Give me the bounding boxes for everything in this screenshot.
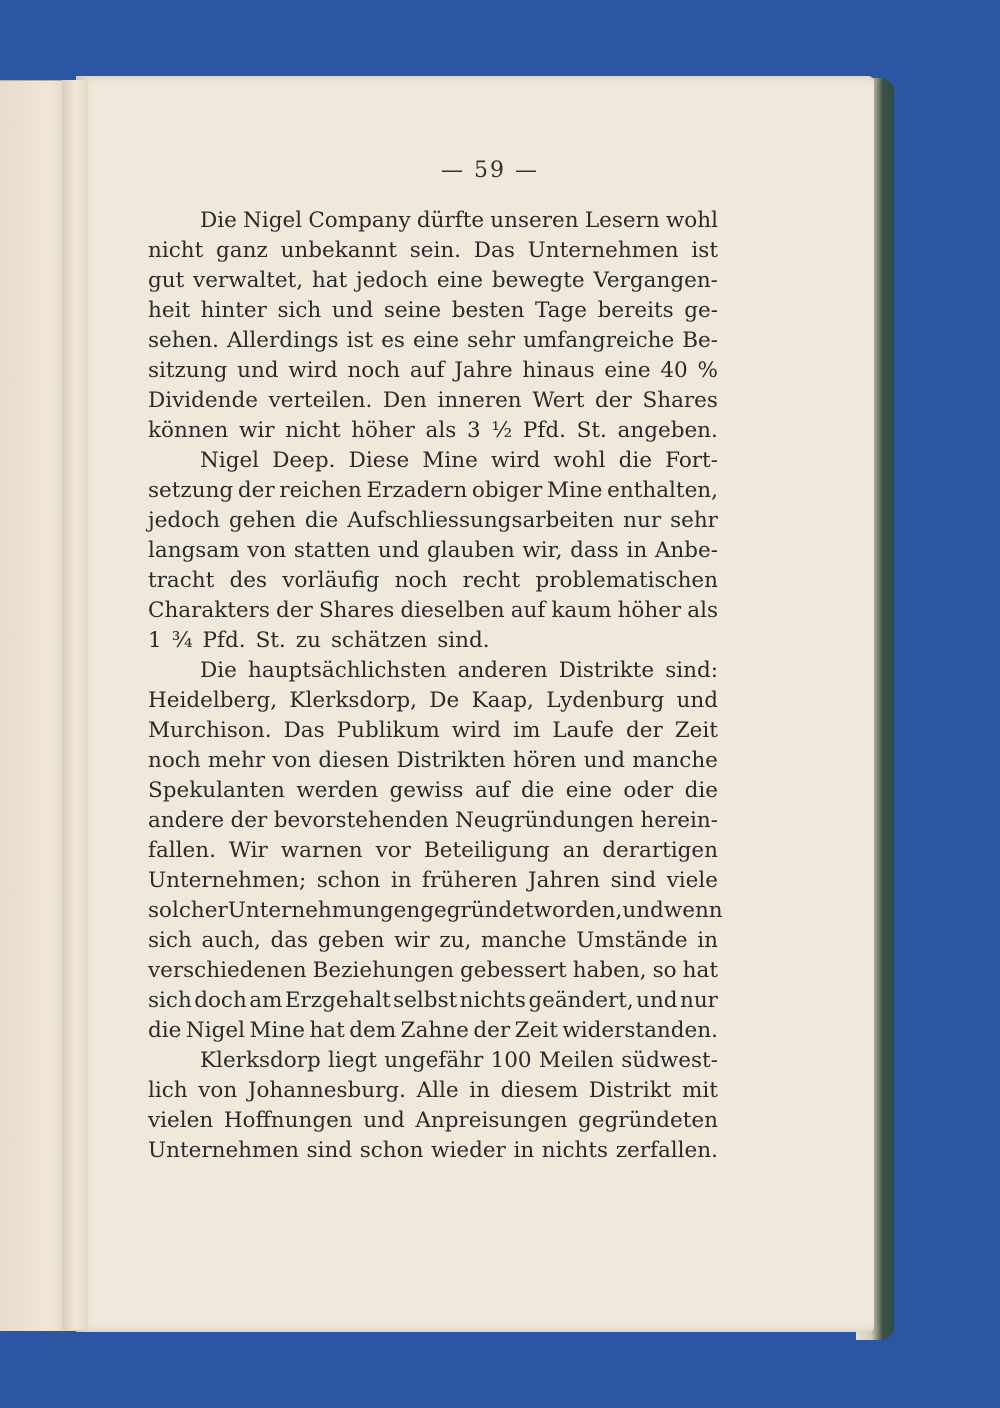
word: derartigen [602, 838, 718, 863]
word: die [618, 448, 652, 473]
word: ist [691, 238, 718, 263]
word: Beteiligung [423, 838, 550, 863]
word: Die [200, 658, 237, 683]
word: dürfte [416, 208, 485, 233]
word: der [473, 1018, 511, 1043]
word: 100 [490, 1048, 532, 1073]
word: bewegte [491, 268, 585, 293]
word: statten [293, 538, 371, 563]
word: Klerksdorp, [289, 688, 417, 713]
word: die [520, 778, 555, 803]
word: von [272, 748, 312, 773]
word: reichen [279, 478, 362, 503]
word: glauben [427, 538, 515, 563]
word: Shares [642, 388, 718, 413]
word: hinter [200, 298, 267, 323]
word: eine [604, 358, 651, 383]
word: Distrikt [588, 1078, 672, 1103]
word: sehen. [148, 328, 220, 353]
word: widerstanden. [562, 1018, 718, 1043]
text-line [148, 476, 718, 506]
word: in [697, 928, 718, 953]
word: und [331, 298, 374, 323]
word: manche [632, 748, 718, 773]
text-line [148, 326, 718, 356]
page-number: — 59 — [441, 158, 539, 183]
word: hören [512, 748, 577, 773]
word: dass [570, 538, 619, 563]
word: von [247, 538, 287, 563]
text-line [148, 776, 718, 806]
word: geben [317, 928, 385, 953]
text-line [148, 956, 718, 986]
word: die [684, 778, 718, 803]
word: noch [148, 748, 201, 773]
word: gegründet [420, 898, 534, 923]
word: höher [351, 418, 415, 443]
word: Zahne [400, 1018, 469, 1043]
word: die [304, 508, 339, 533]
word: ganz [216, 238, 268, 263]
word: Das [283, 718, 325, 743]
word: Lydenburg [546, 688, 665, 713]
word: eine [436, 268, 484, 293]
word: vorläufig [282, 568, 380, 593]
word: die [148, 1018, 182, 1043]
word: wird [288, 358, 338, 383]
word: auch, [201, 928, 261, 953]
word: Laufe [552, 718, 614, 743]
text-line [148, 416, 718, 446]
word: auf [474, 778, 510, 803]
word: nur [623, 508, 662, 533]
word: sitzung [148, 358, 228, 383]
word: hinaus [522, 358, 595, 383]
word: St. [255, 628, 286, 653]
word: worden, [533, 898, 623, 923]
word: wohl [553, 448, 606, 473]
text-line [148, 506, 718, 536]
word: wir [394, 928, 430, 953]
word: werden [296, 778, 379, 803]
word: bevorstehenden [273, 808, 449, 833]
word: ge- [684, 298, 718, 323]
text-line [148, 1046, 718, 1076]
word: Lesern [584, 208, 660, 233]
text-line [148, 1136, 718, 1166]
word: Charakters [148, 598, 270, 623]
word: St. [576, 418, 607, 443]
word: setzung [148, 478, 234, 503]
word: der [230, 808, 268, 833]
word: Wert [532, 388, 585, 413]
word: Distrikte [558, 658, 655, 683]
word: Company [308, 208, 411, 233]
word: Wir [228, 838, 268, 863]
word: so [652, 958, 677, 983]
text-line [148, 926, 718, 956]
text-line [148, 236, 718, 266]
word: enthalten, [607, 478, 718, 503]
word: Jahren [528, 868, 601, 893]
word: Alle [416, 1078, 459, 1103]
word: gewiss [389, 778, 464, 803]
word: Be- [682, 328, 718, 353]
word: der [237, 478, 275, 503]
text-line [148, 266, 718, 296]
word: in [390, 868, 412, 893]
word: und [676, 688, 718, 713]
word: sein. [409, 238, 462, 263]
word: Vergangen- [593, 268, 718, 293]
word: mit [682, 1078, 718, 1103]
word: der [625, 718, 663, 743]
word: manche [480, 928, 567, 953]
word: gegründeten [578, 1108, 718, 1133]
word: hat [311, 268, 348, 293]
word: Deep. [272, 448, 336, 473]
word: solcher [148, 898, 228, 923]
word: Mine [249, 1018, 305, 1043]
word: Jahre [454, 358, 513, 383]
word: Mine [546, 478, 603, 503]
word: des [229, 568, 268, 593]
word: sich [148, 988, 192, 1013]
word: tracht [148, 568, 215, 593]
word: gebessert [460, 958, 567, 983]
word: obiger [471, 478, 543, 503]
word: Zeit [514, 1018, 558, 1043]
word: wir [238, 418, 275, 443]
word: am [249, 988, 283, 1013]
word: andere [148, 808, 225, 833]
text-line [148, 1076, 718, 1106]
word: Johannesburg. [247, 1078, 406, 1103]
word: ½ [491, 418, 513, 443]
word: liegt [328, 1048, 377, 1073]
text-line [148, 836, 718, 866]
word: Unternehmen; [148, 868, 307, 893]
word: Die [200, 208, 237, 233]
text-line [148, 896, 723, 926]
word: Unternehmen [148, 1138, 299, 1163]
word: auf [409, 358, 445, 383]
word: recht [462, 568, 521, 593]
word: wird [490, 448, 541, 473]
word: wird [451, 718, 502, 743]
word: dieselben [400, 598, 505, 623]
word: sich [277, 298, 322, 323]
word: Diese [348, 448, 410, 473]
text-line [148, 296, 718, 326]
word: Kaap, [471, 688, 534, 713]
word: sind: [665, 658, 718, 683]
word: heit [148, 298, 191, 323]
word: höher [617, 598, 682, 623]
word: schätzen [330, 628, 428, 653]
word: es [381, 328, 405, 353]
word: Tage [535, 298, 587, 323]
word: an [562, 838, 590, 863]
word: zu, [439, 928, 472, 953]
word: 1 [148, 628, 162, 653]
word: diesem [500, 1078, 579, 1103]
word: herein- [640, 808, 718, 833]
body-text [148, 206, 723, 1166]
text-line [148, 1106, 718, 1136]
word: und [363, 1108, 405, 1133]
word: Shares [318, 598, 395, 623]
word: Nigel [200, 448, 260, 473]
word: seine [383, 298, 442, 323]
word: und [237, 358, 279, 383]
word: Unternehmungen [227, 898, 421, 923]
word: als [425, 418, 457, 443]
word: können [148, 418, 229, 443]
word: und [583, 748, 626, 773]
word: sind [610, 868, 657, 893]
word: sich [148, 928, 192, 953]
word: auf [510, 598, 546, 623]
word: südwest- [621, 1048, 718, 1073]
word: Erzgehalt [284, 988, 391, 1013]
text-line [148, 656, 718, 686]
word: Murchison. [148, 718, 272, 743]
word: schon [316, 868, 381, 893]
word: sind [306, 1138, 353, 1163]
word: und [636, 988, 678, 1013]
word: verwaltet, [193, 268, 304, 293]
word: Den [383, 388, 427, 413]
text-line [148, 536, 718, 566]
word: Heidelberg, [148, 688, 278, 713]
word: Mine [422, 448, 478, 473]
word: hauptsächlichsten [247, 658, 447, 683]
text-line [148, 866, 718, 896]
word: vielen [148, 1108, 214, 1133]
word: Dividende [148, 388, 258, 413]
text-line [148, 356, 718, 386]
word: Neugründungen [455, 808, 635, 833]
word: sehr [467, 328, 516, 353]
word: sind. [437, 628, 490, 653]
word: in [626, 538, 648, 563]
word: lich [148, 1078, 188, 1103]
word: Nigel [243, 208, 303, 233]
text-line [148, 686, 718, 716]
word: doch [194, 988, 247, 1013]
word: angeben. [617, 418, 718, 443]
text-line [148, 746, 718, 776]
word: wir, [522, 538, 563, 563]
word: % [697, 358, 718, 383]
word: der [275, 598, 313, 623]
word: eine [565, 778, 612, 803]
word: nicht [148, 238, 204, 263]
word: sehr [670, 508, 718, 533]
word: eine [412, 328, 460, 353]
word: Pfd. [522, 418, 566, 443]
word: Unternehmen [527, 238, 679, 263]
word: gehen [228, 508, 296, 533]
word: Umstände [576, 928, 688, 953]
word: Das [473, 238, 515, 263]
word: warnen [280, 838, 363, 863]
text-line [148, 446, 718, 476]
word: besten [451, 298, 525, 323]
word: hat [682, 958, 718, 983]
word: inneren [437, 388, 522, 413]
word: bereits [597, 298, 674, 323]
word: zu [295, 628, 321, 653]
word: in [469, 1078, 490, 1103]
word: noch [347, 358, 401, 383]
book-gutter [62, 80, 88, 1330]
word: Allerdings [227, 328, 339, 353]
word: diesen [318, 748, 390, 773]
word: fallen. [148, 838, 216, 863]
word: Anbe- [654, 538, 718, 563]
text-line [148, 206, 718, 236]
word: zerfallen. [615, 1138, 718, 1163]
word: der [595, 388, 632, 413]
word: problematischen [535, 568, 718, 593]
word: oder [623, 778, 674, 803]
word: nichts [541, 1138, 609, 1163]
word: De [429, 688, 460, 713]
word: viele [666, 868, 718, 893]
text-line [148, 1016, 718, 1046]
text-line [148, 566, 718, 596]
word: in [513, 1138, 535, 1163]
word: Pfd. [202, 628, 246, 653]
word: hat [309, 1018, 345, 1043]
word: unbekannt [280, 238, 397, 263]
text-line [148, 596, 718, 626]
word: ungefähr [384, 1048, 484, 1073]
word: jedoch [148, 508, 220, 533]
word: nur [679, 988, 718, 1013]
word: Aufschliessungsarbeiten [347, 508, 615, 533]
word: wohl [665, 208, 718, 233]
word: und [622, 898, 664, 923]
word: und [377, 538, 420, 563]
word: Beziehungen [312, 958, 454, 983]
word: Zeit [674, 718, 718, 743]
word: ¾ [171, 628, 193, 653]
word: Erzadern [366, 478, 468, 503]
text-line [148, 806, 718, 836]
word: Nigel [185, 1018, 245, 1043]
text-line [148, 386, 718, 416]
word: kaum [551, 598, 612, 623]
word: Distrikten [396, 748, 506, 773]
word: schon [359, 1138, 424, 1163]
word: Fort- [665, 448, 718, 473]
word: Klerksdorp [200, 1048, 321, 1073]
word: vor [375, 838, 411, 863]
text-line [148, 716, 718, 746]
word: im [513, 718, 541, 743]
word: ist [346, 328, 374, 353]
word: 40 [660, 358, 688, 383]
word: haben, [572, 958, 647, 983]
word: 3 [466, 418, 481, 443]
word: Publikum [336, 718, 440, 743]
word: wieder [431, 1138, 506, 1163]
word: gut [148, 268, 185, 293]
word: früheren [422, 868, 518, 893]
word: wenn [663, 898, 723, 923]
word: als [687, 598, 718, 623]
text-line [148, 986, 718, 1016]
word: von [198, 1078, 238, 1103]
word: unseren [490, 208, 579, 233]
word: Anpreisungen [415, 1108, 568, 1133]
word: nicht [285, 418, 341, 443]
word: dem [349, 1018, 397, 1043]
word: noch [394, 568, 448, 593]
word: geändert, [528, 988, 634, 1013]
word: verschiedenen [148, 958, 307, 983]
word: anderen [457, 658, 548, 683]
word: Meilen [538, 1048, 614, 1073]
text-line [148, 626, 718, 656]
word: mehr [207, 748, 266, 773]
word: umfangreiche [523, 328, 675, 353]
word: verteilen. [268, 388, 373, 413]
word: langsam [148, 538, 240, 563]
word: selbst [393, 988, 458, 1013]
word: jedoch [356, 268, 429, 293]
word: das [270, 928, 309, 953]
word: Spekulanten [148, 778, 285, 803]
word: Hoffnungen [223, 1108, 353, 1133]
word: nichts [459, 988, 526, 1013]
